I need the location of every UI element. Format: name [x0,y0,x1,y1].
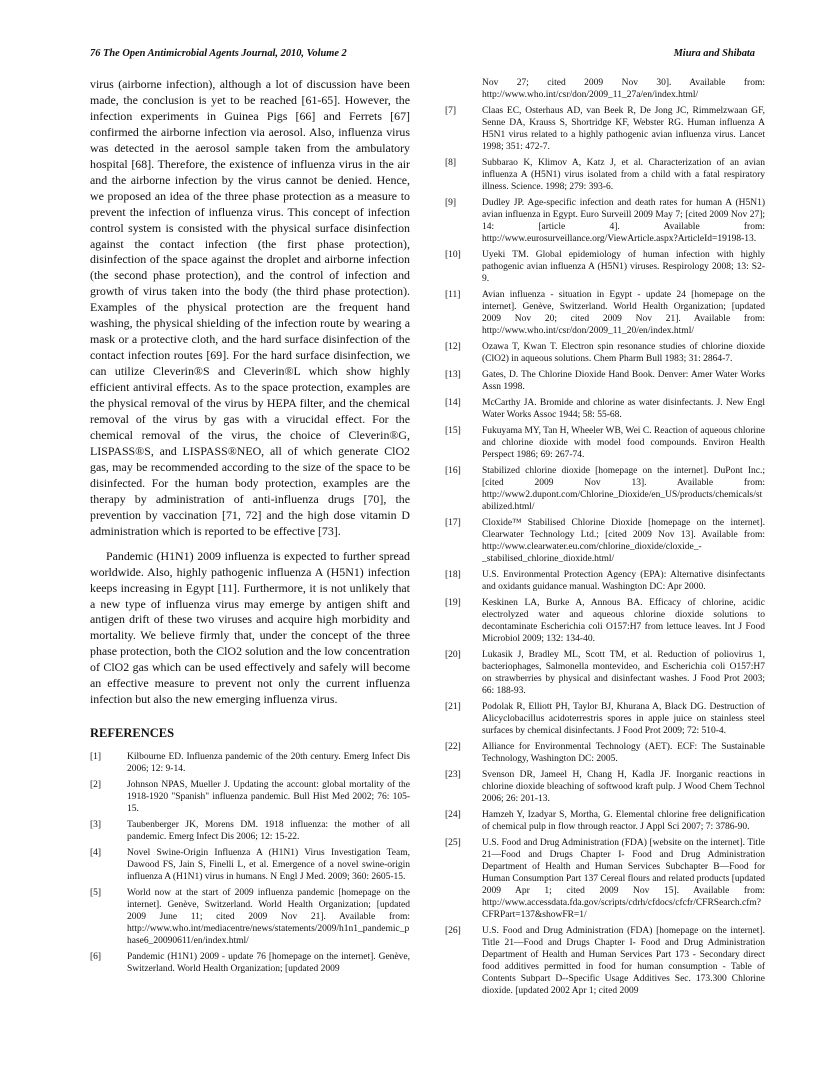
reference-number: [5] [90,888,102,899]
reference-number: [21] [445,702,461,712]
reference-item [445,465,765,513]
reference-number: [17] [445,518,461,528]
reference-text: Gates, D. The Chlorine Dioxide Hand Book. Denver: Amer Water Works Assn 1998. [482,370,765,392]
reference-text: U.S. Environmental Protection Agency (EPA): Alternative disinfectants and oxidants guidance manual. Washington DC: Apr 2000. [482,570,765,592]
paragraph: virus (airborne infection), although a lot of discussion have been made, the conclusion is yet to be reached [61-65]. However, the infection experiments in Guinea Pigs [66] and Ferrets [67] confirmed the airborne infection via aerosol. Also, influenza virus was detected in the aerosol sample taken from the ambulatory hospital [68]. Therefore, the existence of influenza virus in the air and the airborne infection by the virus cannot be denied. Hence, we proposed an idea of the three phase protection as a measure to prevent the infection of influenza virus. This concept of infection control system is consisted with the physical surface disinfection against the contact infection (the first phase protection), disinfection of the space against the droplet and airborne infection (the second phase protection), and the control of infection and growth of virus taken into the body (the third phase protection). Examples of the physical protection are the frequent hand washing, the physical shielding of the infection route by wearing a mask or a protective cloth, and the hard surface disinfection of the contact infection routes [69]. For the hard surface disinfection, we can utilize Cleverin®S and Cleverin®L which show highly efficient antiviral effects. As to the space protection, examples are the physical removal of the virus by HEPA filter, and the chemical removal of the virus by gas with a virucidal effect. For the chemical removal of the virus, the choice of Cleverin®G, LISPASS®S, and LISPASS®NEO, all of which generate ClO2 gas, may be recommended according to the size of the space to be disinfected. For the human body protection, examples are the therapy by administration of anti-influenza drugs [70], the prevention by vaccination [71, 72] and the high dose vitamin D administration which is reported to be effective [73]. [90,77,410,538]
reference-number: [12] [445,342,461,352]
reference-text: Svenson DR, Jameel H, Chang H, Kadla JF. Inorganic reactions in chlorine dioxide bleaching of softwood kraft pulp. J Wood Chem Technol 2006; 26: 201-13. [482,770,765,804]
reference-text: Podolak R, Elliott PH, Taylor BJ, Khurana A, Black DG. Destruction of Alicyclobacillus acidoterrestris spores in apple juice on stainless steel surfaces by chemical disinfectants. J Food Prot 2009; 72: 510-4. [482,702,765,736]
reference-list-left [90,751,410,975]
reference-item [445,769,765,805]
reference-text: Hamzeh Y, Izadyar S, Mortha, G. Elemental chlorine free delignification of chemical pulp in flow through reactor. J Appl Sci 2007; 7: 3786-90. [482,810,765,832]
reference-text: Taubenberger JK, Morens DM. 1918 influenza: the mother of all pandemic. Emerg Infect Dis 2006; 12: 15-22. [127,820,410,843]
reference-text: Avian influenza - situation in Egypt - update 24 [homepage on the internet]. Genève, Switzerland. World Health Organization; [updated 2009 Nov 20; cited 2009 Nov 21]. Available from: http://www.who.int/csr/don/2009_11_20/en/index.html/ [482,290,765,336]
reference-number: [25] [445,838,461,848]
right-column [445,77,765,1001]
reference-text: Ozawa T, Kwan T. Electron spin resonance studies of chlorine dioxide (ClO2) in aqueous solutions. Chem Pharm Bull 1983; 31: 2864-7. [482,342,765,364]
reference-item [90,887,410,947]
reference-item [445,741,765,765]
reference-number: [14] [445,398,461,408]
reference-text: Lukasik J, Bradley ML, Scott TM, et al. Reduction of poliovirus 1, bacteriophages, Salmonella montevideo, and Escherichia coli O157:H7 on strawberries by physical and disinfectant washes. J Food Prot 2003; 66: 188-93. [482,650,765,696]
reference-item [445,157,765,193]
reference-item [445,341,765,365]
reference-item [445,289,765,337]
reference-text: Alliance for Environmental Technology (AET). ECF: The Sustainable Technology, Washington DC: 2005. [482,742,765,764]
reference-text: Keskinen LA, Burke A, Annous BA. Efficacy of chlorine, acidic electrolyzed water and aqueous chlorine dioxide solutions to decontaminate Escherichia coli O157:H7 from lettuce leaves. Int J Food Microbiol 2009; 132: 134-40. [482,598,765,644]
reference-item [90,819,410,843]
reference-text: Claas EC, Osterhaus AD, van Beek R, De Jong JC, Rimmelzwaan GF, Senne DA, Krauss S, Shortridge KF, Webster RG. Human influenza A H5N1 virus related to a highly pathogenic avian influenza virus. Lancet 1998; 351: 472-7. [482,106,765,152]
reference-number: [7] [445,106,457,116]
reference-item [445,597,765,645]
authors-header: Miura and Shibata [673,48,755,59]
reference-text: Subbarao K, Klimov A, Katz J, et al. Characterization of an avian influenza A (H5N1) virus isolated from a child with a fatal respiratory illness. Science. 1998; 279: 393-6. [482,158,765,192]
reference-text: Johnson NPAS, Mueller J. Updating the account: global mortality of the 1918-1920 "Spanish" influenza pandemic. Bull Hist Med 2002; 76: 105-15. [127,780,410,815]
reference-number: [15] [445,426,461,436]
reference-number: [19] [445,598,461,608]
references-heading: REFERENCES [90,726,175,741]
reference-number: [20] [445,650,461,660]
running-header [90,48,755,62]
reference-text: Dudley JP. Age-specific infection and death rates for human A (H5N1) avian influenza in Egypt. Euro Surveill 2009 May 7; [cited 2009 Nov 27]; 14: [article 4]. Available from: http://www.eurosurveillance.org/ViewArticle.aspx?ArticleId=19198-13. [482,198,765,244]
reference-item [445,569,765,593]
reference-number: [16] [445,466,461,476]
reference-item [445,105,765,153]
reference-item [445,649,765,697]
journal-header: 76 The Open Antimicrobial Agents Journal, 2010, Volume 2 [90,48,347,59]
reference-text: Uyeki TM. Global epidemiology of human infection with highly pathogenic avian influenza A (H5N1) viruses. Respirology 2008; 13: S2-9. [482,250,765,284]
reference-text: U.S. Food and Drug Administration (FDA) [homepage on the internet]. Title 21—Food and Drugs Chapter I- Food and Drug Administration Department of Health and Human Services Part 173 - Secondary direct food additives permitted in food for human consumption - Table of Contents Subpart D--Specific Usage Additives Sec. 173.300 Chlorine dioxide. [updated 2002 Apr 1; cited 2009 [482,926,765,996]
paragraph: Pandemic (H1N1) 2009 influenza is expected to further spread worldwide. Also, highly pathogenic influenza A (H5N1) infection keeps increasing in Egypt [11]. Furthermore, it is not unlikely that a new type of influenza virus may emerge by antigen shift and antigen drift of these two viruses and acquire high morbidity and mortality. We believe firmly that, under the concept of the three phase protection, both the ClO2 solution and the low concentration of ClO2 gas which can be used effectively and safely will become an effective measure to prevent not only the current influenza infection but also the new emerging influenza virus. [90,548,410,707]
reference-item [90,847,410,883]
reference-text: World now at the start of 2009 influenza pandemic [homepage on the internet]. Genève, Switzerland. World Health Organization; [updated 2009 June 11; cited 2009 Nov 21]. Available from: http://www.who.int/mediacentre/news/statements/2009/h1n1_pandemic_phase6_20090611/en/index.html/ [127,888,410,947]
reference-item [445,425,765,461]
reference-number: [23] [445,770,461,780]
reference-item [445,369,765,393]
reference-item [445,925,765,997]
reference-item [445,837,765,921]
reference-number: [3] [90,820,102,831]
reference-item [445,249,765,285]
reference-item [90,751,410,775]
left-column [90,77,410,979]
reference-item [90,951,410,975]
reference-item [445,517,765,565]
reference-text: Pandemic (H1N1) 2009 - update 76 [homepage on the internet]. Genève, Switzerland. World Health Organization; [updated 2009 [127,952,410,975]
reference-number: [26] [445,926,461,936]
reference-number: [9] [445,198,457,208]
reference-number: [24] [445,810,461,820]
reference-number: [6] [90,952,102,963]
reference-text: Fukuyama MY, Tan H, Wheeler WB, Wei C. Reaction of aqueous chlorine and chlorine dioxide with model food compounds. Environ Health Perspect 1986; 69: 267-74. [482,426,765,460]
reference-number: [2] [90,780,102,791]
reference-text: Nov 27; cited 2009 Nov 30]. Available from: http://www.who.int/csr/don/2009_11_27a/en/index.html/ [482,78,765,100]
reference-number: [1] [90,752,102,763]
reference-text: McCarthy JA. Bromide and chlorine as water disinfectants. J. New Engl Water Works Assoc 1944; 58: 55-68. [482,398,765,420]
reference-number: [13] [445,370,461,380]
reference-item [90,779,410,815]
reference-number: [11] [445,290,461,300]
reference-number: [8] [445,158,457,168]
reference-text: Novel Swine-Origin Influenza A (H1N1) Virus Investigation Team, Dawood FS, Jain S, Finelli L, et al. Emergence of a novel swine-origin influenza A (H1N1) virus in humans. N Engl J Med. 2009; 360: 2605-15. [127,848,410,883]
reference-item [445,197,765,245]
reference-text: Stabilized chlorine dioxide [homepage on the internet]. DuPont Inc.; [cited 2009 Nov 13]. Available from: http://www2.dupont.com/Chlorine_Dioxide/en_US/products/chemicals/stabilized.html/ [482,466,765,512]
reference-item [445,809,765,833]
reference-list-right [445,77,765,997]
reference-number: [22] [445,742,461,752]
reference-text: Kilbourne ED. Influenza pandemic of the 20th century. Emerg Infect Dis 2006; 12: 9-14. [127,752,410,775]
reference-item [445,397,765,421]
reference-item [445,701,765,737]
reference-number: [18] [445,570,461,580]
reference-text: Cloxide™ Stabilised Chlorine Dioxide [homepage on the internet]. Clearwater Technology Ltd.; [cited 2009 Nov 13]. Available from: http://www.clearwater.eu.com/chlorine_dioxide/cloxide_-_stabilised_chlorine_dioxide.html/ [482,518,765,564]
reference-continuation [445,77,765,101]
reference-text: U.S. Food and Drug Administration (FDA) [website on the internet]. Title 21—Food and Drugs Chapter I- Food and Drug Administration Department of Health and Human Services Subchapter B—Food for Human Consumption Part 137 Cereal flours and related products [updated 2009 Apr 1; cited 2009 Nov 15]. Available from: http://www.accessdata.fda.gov/scripts/cdrh/cfdocs/cfcfr/CFRSearch.cfm?CFRPart=137&showFR=1/ [482,838,765,920]
reference-number: [4] [90,848,102,859]
reference-number: [10] [445,250,461,260]
body-text [90,77,410,708]
